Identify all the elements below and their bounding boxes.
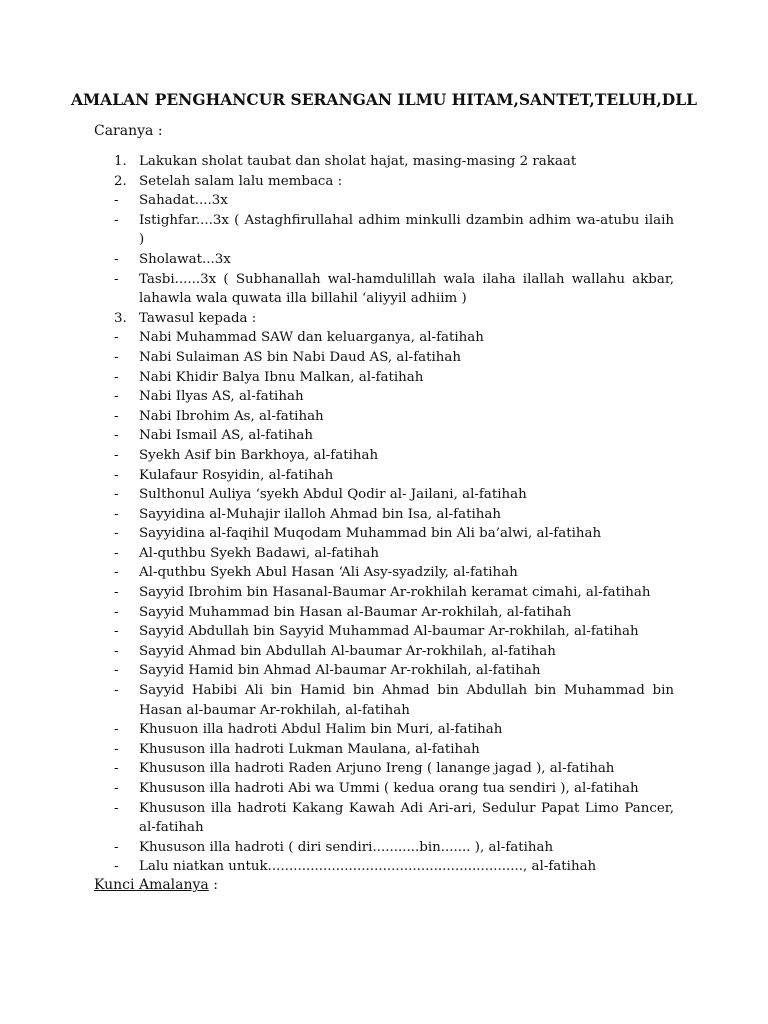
item-marker: 2. [114,173,127,189]
item-marker: - [114,604,119,620]
item-marker: - [114,487,119,503]
item-marker: - [114,349,119,365]
item-text: Nabi Ilyas AS, al-fatihah [139,389,304,405]
item-text: Syekh Asif bin Barkhoya, al-fatihah [139,447,379,463]
item-text: Nabi Muhammad SAW dan keluarganya, al-fatihah [139,330,484,346]
item-text: Kulafaur Rosyidin, al-fatihah [139,467,334,483]
footer-heading-colon: : [208,877,218,893]
item-text: Tawasul kepada : [139,310,257,326]
item-marker: - [114,408,119,424]
bullet-item [94,270,674,309]
bullet-item [94,191,674,211]
item-text: Khususon illa hadroti ( diri sendiri...........bin....... ), al-fatihah [139,839,554,855]
item-marker: - [114,526,119,542]
item-text: Khususon illa hadroti Raden Arjuno Ireng ( lanange jagad ), al-fatihah [139,761,615,777]
bullet-item [94,407,674,427]
item-text: Lalu niatkan untuk............................................................, al-fatihah [139,859,597,875]
item-text: Sayyid Abdullah bin Sayyid Muhammad Al-baumar Ar-rokhilah, al-fatihah [139,624,639,640]
item-marker: - [114,800,119,816]
item-marker: - [114,741,119,757]
bullet-item [94,779,674,799]
bullet-item [94,740,674,760]
item-marker: - [114,212,119,228]
item-text: Nabi Khidir Balya Ibnu Malkan, al-fatihah [139,369,424,385]
item-marker: - [114,683,119,699]
item-text: Sayyid Muhammad bin Hasan al-Baumar Ar-rokhilah, al-fatihah [139,604,572,620]
item-text: Sayyid Habibi Ali bin Hamid bin Ahmad bin Abdullah bin Muhammad bin Hasan al-baumar Ar-rokhilah, al-fatihah [139,683,674,718]
bullet-item [94,426,674,446]
item-text: Khususon illa hadroti Kakang Kawah Adi Ari-ari, Sedulur Papat Limo Pancer, al-fatihah [139,800,674,836]
bullet-item [94,681,674,720]
item-text: Al-quthbu Syekh Abul Hasan ‘Ali Asy-syadzily, al-fatihah [139,565,518,581]
numbered-item [94,172,674,192]
document-title: AMALAN PENGHANCUR SERANGAN ILMU HITAM,SANTET,TELUH,DLL [71,90,697,109]
item-text: Khususon illa hadroti Abi wa Ummi ( kedua orang tua sendiri ), al-fatihah [139,781,639,796]
item-marker: - [114,271,119,287]
item-marker: - [114,369,119,385]
item-text: Sayyid Hamid bin Ahmad Al-baumar Ar-rokhilah, al-fatihah [139,663,541,679]
bullet-item [94,544,674,564]
item-text: Sayyid Ibrohim bin Hasanal-Baumar Ar-rokhilah keramat cimahi, al-fatihah [139,585,651,601]
item-text: Nabi Sulaiman AS bin Nabi Daud AS, al-fatihah [139,349,462,365]
intro-label: Caranya : [94,123,163,139]
bullet-item [94,348,674,368]
item-marker: - [114,781,119,796]
item-text: Nabi Ismail AS, al-fatihah [139,428,313,444]
bullet-item [94,387,674,407]
item-text: Sholawat...3x [139,251,231,267]
item-text: Sayyidina al-Muhajir ilalloh Ahmad bin Isa, al-fatihah [139,506,501,522]
bullet-item [94,505,674,525]
bullet-item [94,583,674,603]
bullet-item [94,446,674,466]
bullet-item [94,328,674,348]
bullet-item [94,563,674,583]
item-marker: - [114,330,119,346]
item-marker: 1. [114,154,127,169]
item-marker: - [114,467,119,483]
bullet-item [94,603,674,623]
item-text: Al-quthbu Syekh Badawi, al-fatihah [139,545,380,561]
item-marker: - [114,389,119,405]
item-text: Sahadat....3x [139,193,228,209]
item-marker: - [114,585,119,601]
item-marker: - [114,761,119,777]
bullet-item [94,759,674,779]
item-text: Setelah salam lalu membaca : [139,173,343,189]
bullet-item [94,524,674,544]
item-marker: - [114,565,119,581]
item-marker: - [114,447,119,463]
item-marker: - [114,428,119,444]
bullet-item [94,211,674,250]
footer-heading [94,875,218,895]
instruction-list [94,152,674,877]
item-text: Lakukan sholat taubat dan sholat hajat, masing-masing 2 rakaat [139,154,577,169]
item-text: Nabi Ibrohim As, al-fatihah [139,408,324,424]
bullet-item [94,250,674,270]
bullet-item [94,642,674,662]
footer-heading-underlined: Kunci Amalanya [94,877,209,893]
item-text: Sulthonul Auliya ‘syekh Abdul Qodir al- Jailani, al-fatihah [139,487,527,503]
bullet-item [94,799,674,838]
item-text: Istighfar....3x ( Astaghfirullahal adhim minkulli dzambin adhim wa-atubu ilaih ) [139,212,674,248]
item-marker: - [114,193,119,209]
item-marker: - [114,251,119,267]
bullet-item [94,368,674,388]
bullet-item [94,485,674,505]
numbered-item [94,152,674,172]
item-marker: - [114,506,119,522]
bullet-item [94,720,674,740]
numbered-item [94,309,674,329]
item-text: Sayyid Ahmad bin Abdullah Al-baumar Ar-rokhilah, al-fatihah [139,643,556,659]
item-marker: - [114,624,119,640]
bullet-item [94,838,674,858]
item-marker: - [114,643,119,659]
item-marker: - [114,839,119,855]
item-marker: - [114,545,119,561]
bullet-item [94,622,674,642]
item-marker: - [114,859,119,875]
item-marker: 3. [114,310,127,326]
bullet-item [94,661,674,681]
item-marker: - [114,663,119,679]
item-text: Khususon illa hadroti Lukman Maulana, al-fatihah [139,741,480,757]
item-text: Tasbi......3x ( Subhanallah wal-hamdulillah wala ilaha ilallah wallahu akbar, lahawla wala quwata illa billahil ‘aliyyil adhiim ) [139,271,674,307]
item-text: Sayyidina al-faqihil Muqodam Muhammad bin Ali ba’alwi, al-fatihah [139,526,602,542]
bullet-item [94,466,674,486]
item-text: Khusuon illa hadroti Abdul Halim bin Muri, al-fatihah [139,722,503,738]
item-marker: - [114,722,119,738]
